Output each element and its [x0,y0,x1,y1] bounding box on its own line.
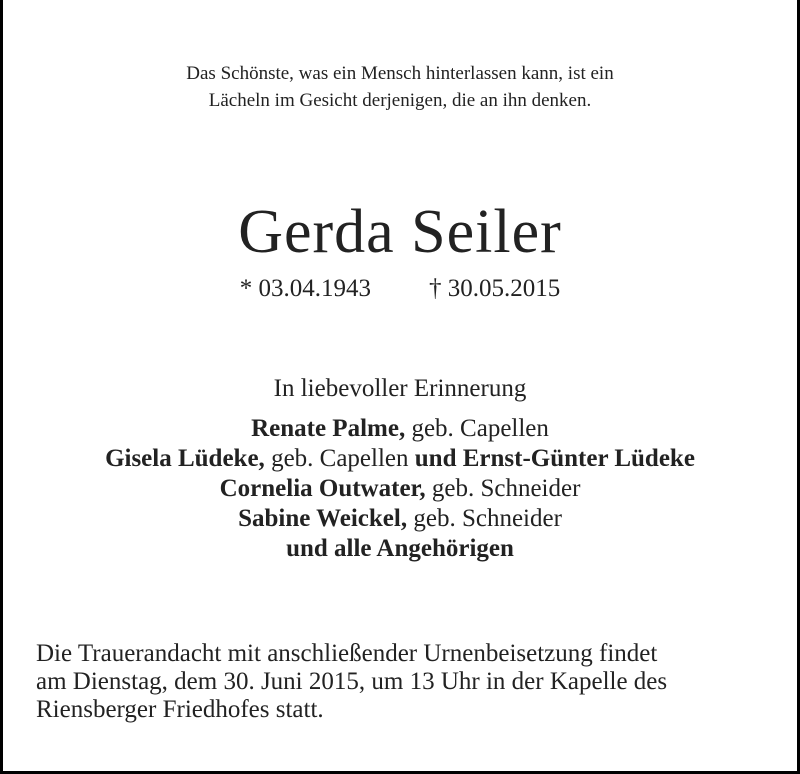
mourner-line [3,474,797,504]
mourner-line [3,414,797,444]
birth-date: * 03.04.1943 [239,275,371,302]
mourner-name: und alle Angehörigen [286,535,514,562]
quote [3,60,797,114]
notice-line: Die Trauerandacht mit anschließender Urnenbeisetzung findet [36,640,658,667]
mourner-name: Gisela Lüdeke, [105,445,265,472]
mourners-intro: In liebevoller Erinnerung [273,375,527,402]
quote-line: Lächeln im Gesicht derjenigen, die an ihn denken. [208,90,592,111]
mourner-name: Sabine Weickel, [238,505,408,532]
mourner-line [3,444,797,474]
deceased-name: Gerda Seiler [238,198,562,266]
death-date: † 30.05.2015 [429,275,561,302]
mourner-name: Cornelia Outwater, [219,475,426,502]
notice-line: am Dienstag, dem 30. Juni 2015, um 13 Uhr in der Kapelle des [36,668,668,695]
mourner-note: geb. Capellen [264,445,415,472]
mourner-note: geb. Schneider [407,505,562,532]
mourner-line [3,504,797,534]
mourner-line [3,534,797,564]
funeral-notice [36,640,781,724]
life-dates [3,274,797,304]
notice-line: Riensberger Friedhofes statt. [36,696,324,723]
mourner-name: und Ernst-Günter Lüdeke [414,445,695,472]
mourner-name: Renate Palme, [251,415,406,442]
mourners [3,374,797,564]
quote-line: Das Schönste, was ein Mensch hinterlassen kann, ist ein [186,63,614,84]
mourner-note: geb. Schneider [425,475,581,502]
mourner-note: geb. Capellen [405,415,549,442]
